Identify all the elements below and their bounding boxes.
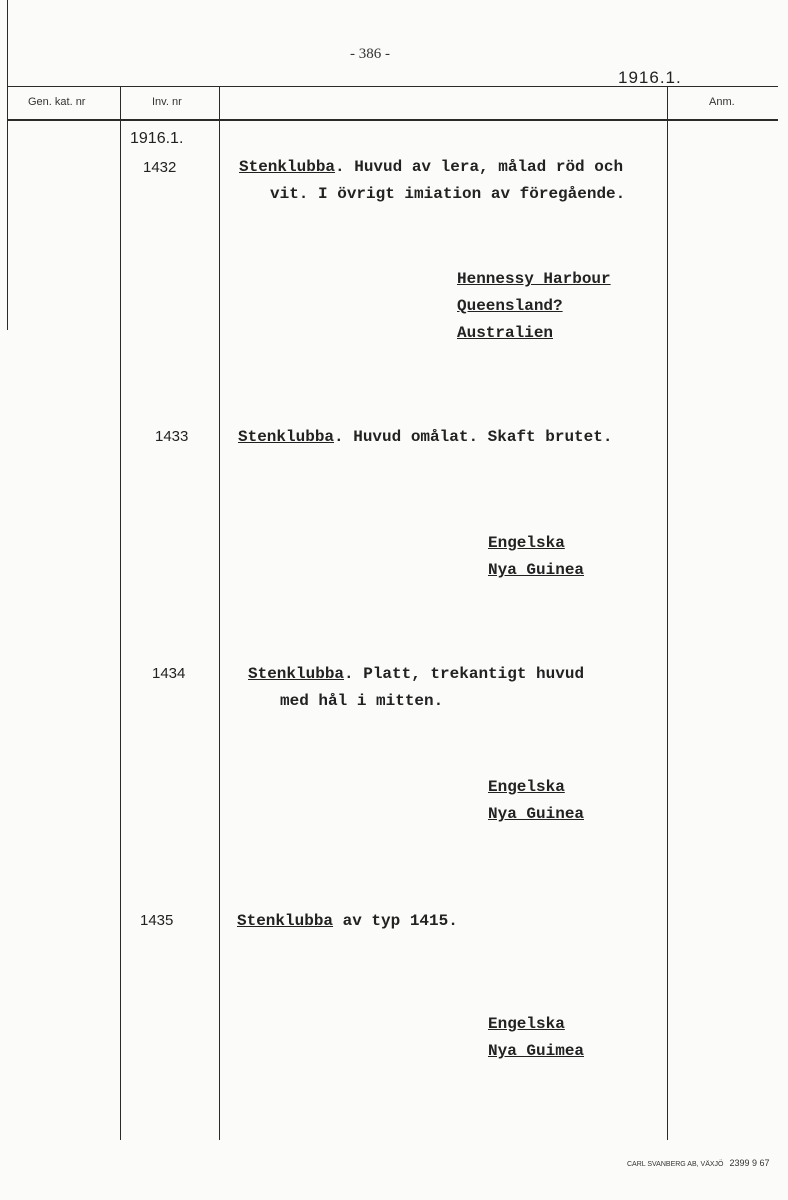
- column-header-gen-kat: Gen. kat. nr: [28, 96, 86, 108]
- entry-description-line2: med hål i mitten.: [280, 692, 444, 710]
- entry-term: Stenklubba: [248, 665, 345, 683]
- column-header-inv: Inv. nr: [152, 96, 182, 108]
- header-bottom-rule: [7, 119, 778, 121]
- form-code: 2399 9 67: [729, 1158, 770, 1168]
- page-number: - 386 -: [350, 46, 390, 62]
- entry-year-prefix: 1916.1.: [130, 130, 184, 147]
- entry-description-rest: av typ 1415.: [333, 912, 458, 930]
- entry-origin-line: Nya Guinea: [488, 805, 585, 823]
- entry-origin-line: Nya Guinea: [488, 561, 585, 579]
- entry-description-line2: vit. I övrigt imiation av föregående.: [270, 185, 626, 203]
- entry-inv-number: 1435: [140, 912, 174, 929]
- entry-description-rest: . Platt, trekantigt huvud: [344, 665, 585, 683]
- entry-origin-line: Australien: [457, 324, 554, 342]
- entry-inv-number: 1433: [155, 428, 189, 445]
- entry-description: [238, 428, 612, 446]
- entry-term: Stenklubba: [237, 912, 334, 930]
- printer-name: CARL SVANBERG AB, VÄXJÖ: [627, 1161, 724, 1168]
- printer-imprint: [627, 1158, 770, 1168]
- entry-inv-number: 1432: [143, 159, 177, 176]
- column-divider-gen-inv: [120, 86, 121, 1140]
- entry-origin-line: Engelska: [488, 1015, 565, 1033]
- entry-description: [239, 158, 623, 176]
- column-divider-desc-anm: [667, 86, 668, 1140]
- entry-description-rest: . Huvud omålat. Skaft brutet.: [334, 428, 613, 446]
- column-header-anm: Anm.: [709, 96, 735, 108]
- entry-origin-line: Hennessy Harbour: [457, 270, 611, 288]
- entry-description: [237, 912, 458, 930]
- left-margin-line: [7, 0, 8, 330]
- header-date: 1916.1.: [618, 68, 682, 87]
- entry-description-rest: . Huvud av lera, målad röd och: [335, 158, 624, 176]
- entry-inv-number: 1434: [152, 665, 186, 682]
- entry-description: [248, 665, 584, 683]
- entry-origin-line: Nya Guimea: [488, 1042, 585, 1060]
- entry-origin-line: Engelska: [488, 534, 565, 552]
- entry-origin-line: Engelska: [488, 778, 565, 796]
- entry-term: Stenklubba: [239, 158, 336, 176]
- column-divider-inv-desc: [219, 86, 220, 1140]
- entry-origin-line: Queensland?: [457, 297, 563, 315]
- entry-term: Stenklubba: [238, 428, 335, 446]
